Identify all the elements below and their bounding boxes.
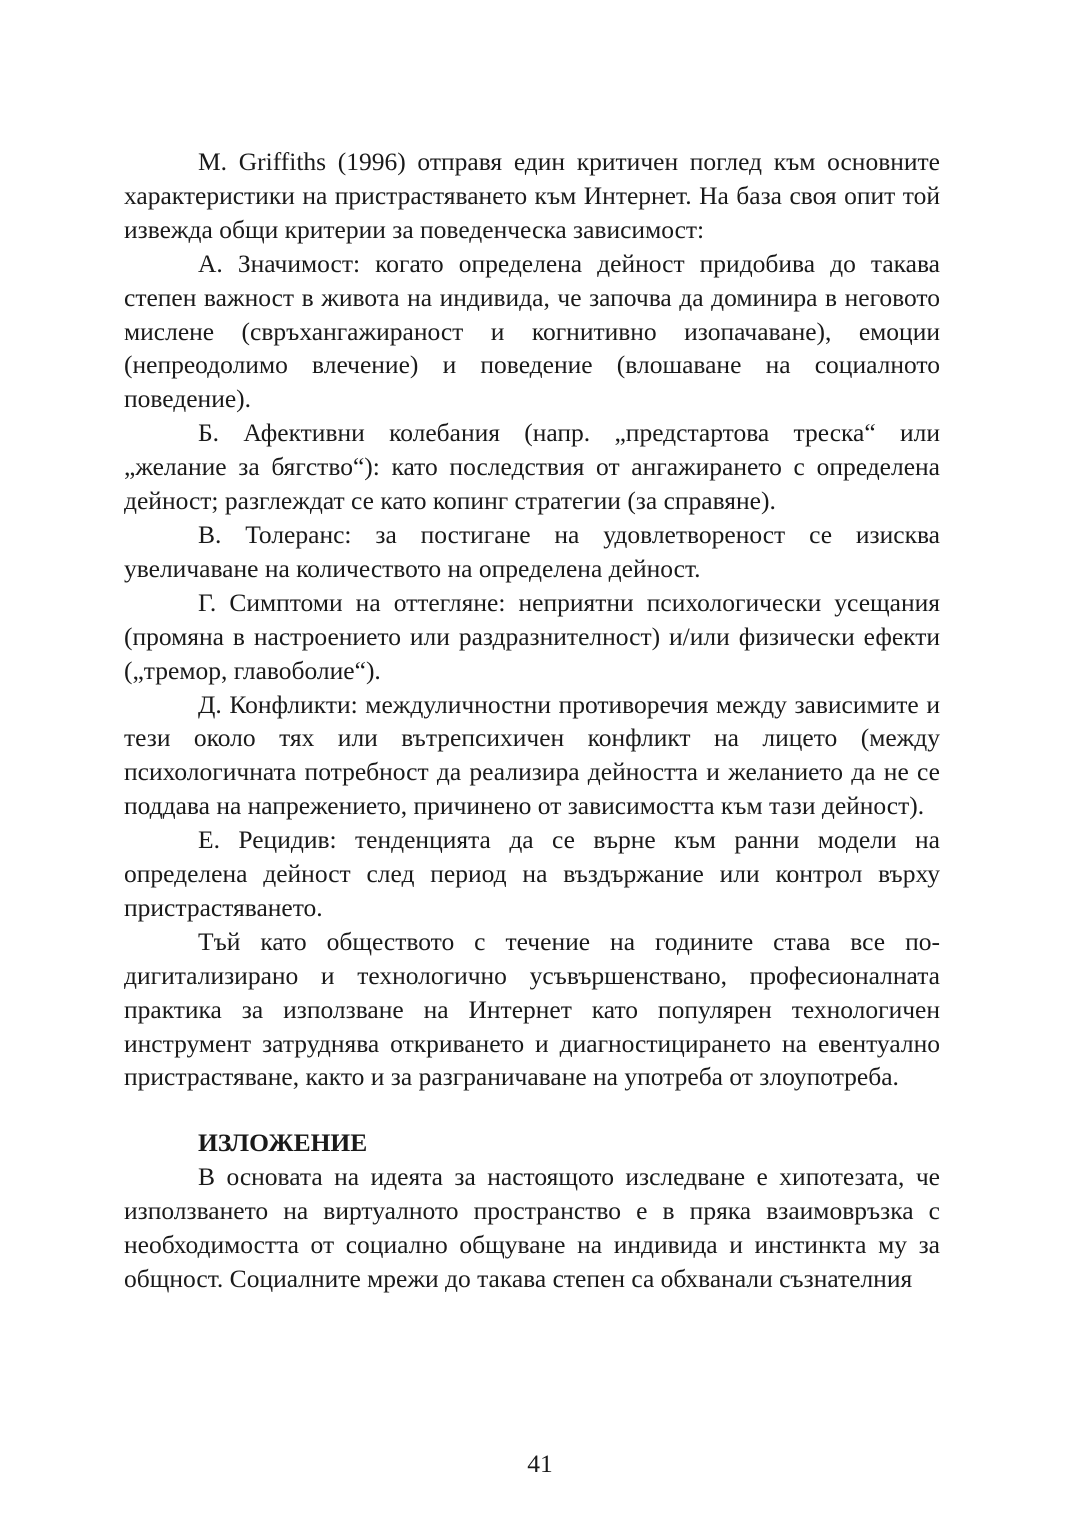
paragraph-criterion-g-withdrawal: Г. Симптоми на оттегляне: неприятни психологически усещания (промяна в настроението или раздразнителност) и/или физически ефекти („тремор, главоболие“). — [124, 587, 940, 685]
paragraph-criterion-v-tolerance: В. Толеранс: за постигане на удовлетвореност се изисква увеличаване на количеството на определена дейност. — [124, 519, 940, 583]
section-heading: ИЗЛОЖЕНИЕ — [198, 1128, 368, 1158]
paragraph-criterion-e-relapse: Е. Рецидив: тенденцията да се върне към ранни модели на определена дейност след период на въздържание или контрол върху пристрастяването. — [124, 825, 940, 922]
paragraph-criterion-a-salience: А. Значимост: когато определена дейност придобива до такава степен важност в живота на индивида, че започва да доминира в неговото мислене (свръхангажираност и когнитивно изопачаване), емоции (непреодолимо влечение) и поведение (влошаване на социалното поведение). — [124, 248, 940, 414]
page-body — [124, 145, 940, 1296]
paragraph-digitalization: Тъй като обществото с течение на годините става все по-дигитализирано и технологично усъвършенствано, професионалната практика за използване на Интернет като популярен технологичен инструмент затруднява откриването и диагностицирането на евентуално пристрастяване, както и за разграничаване на употреба от злоупотреба. — [124, 926, 940, 1092]
paragraph-criterion-d-conflict: Д. Конфликти: междуличностни противоречия между зависимите и тези около тях или вътрепсихичен конфликт на лицето (между психологичната потребност да реализира дейността и желанието да не се поддава на напрежението, причинено от зависимостта към тази дейност). — [124, 689, 940, 821]
paragraph-griffiths-intro: M. Griffiths (1996) отправя един критичен поглед към основните характеристики на пристрастяването към Интернет. На база своя опит той извежда общи критерии за поведенческа зависимост: — [124, 147, 940, 244]
paragraph-criterion-b-mood: Б. Афективни колебания (напр. „предстартова треска“ или „желание за бягство“): като последствия от ангажирането с определена дейност; разглеждат се като копинг стратегии (за справяне). — [124, 418, 940, 516]
paragraph-section-intro: В основата на идеята за настоящото изследване е хипотезата, че използването на виртуалното пространство е в пряка взаимовръзка с необходимостта от социално общуване на индивида и инстинкта му за общност. Социалните мрежи до такава степен са обхванали съзнателния — [124, 1162, 940, 1293]
page-number: 41 — [527, 1449, 553, 1478]
